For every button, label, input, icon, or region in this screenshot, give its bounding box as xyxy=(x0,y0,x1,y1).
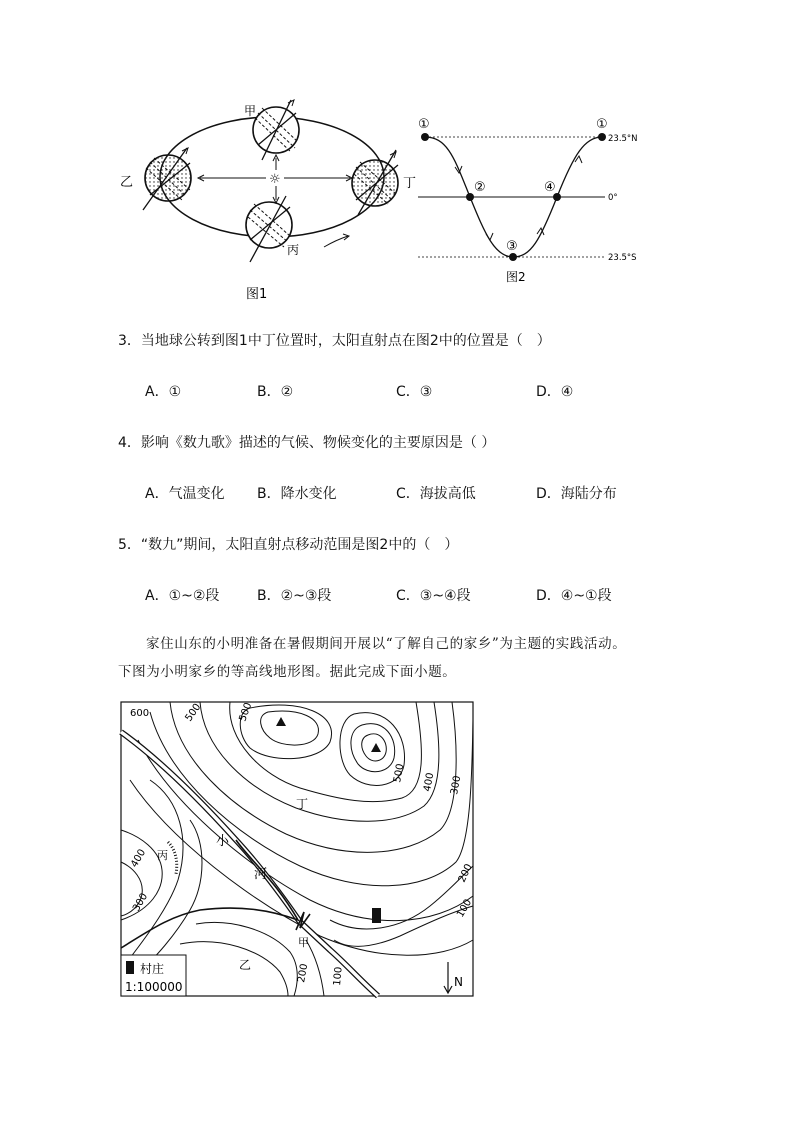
lat-0-label: 0° xyxy=(608,193,618,203)
earth-yi xyxy=(143,148,192,210)
contour-label: 500 xyxy=(237,701,255,724)
contour-label: 400 xyxy=(129,847,149,870)
q4-option-d[interactable]: D．海陆分布 xyxy=(536,486,617,502)
label-jia: 甲 xyxy=(244,104,257,118)
question-5: 5．“数九”期间，太阳直射点移动范围是图2中的（ ） xyxy=(118,537,459,553)
passage-line-1: 家住山东的小明准备在暑假期间开展以“了解自己的家乡”为主题的实践活动。 xyxy=(146,636,627,652)
map-label-yi: 乙 xyxy=(239,958,252,972)
point-1-right xyxy=(598,133,606,141)
figure-2-caption: 图2 xyxy=(506,270,526,284)
contour-label: 100 xyxy=(332,966,345,987)
label-bing: 丙 xyxy=(287,243,300,257)
point-1-left-label: ① xyxy=(418,117,430,132)
point-2 xyxy=(466,193,474,201)
point-2-label: ② xyxy=(474,180,486,195)
passage-line-2: 下图为小明家乡的等高线地形图。据此完成下面小题。 xyxy=(118,664,457,680)
q4-option-c[interactable]: C．海拔高低 xyxy=(396,486,476,502)
legend-village-label: 村庄 xyxy=(140,962,165,976)
point-3-label: ③ xyxy=(506,239,518,254)
figure-1-orbit-diagram xyxy=(110,95,420,310)
point-4-label: ④ xyxy=(544,180,556,195)
contour-label: 300 xyxy=(449,774,464,796)
map-scale: 1:100000 xyxy=(125,980,183,994)
map-label-bing: 丙 xyxy=(157,849,168,862)
contour-label: 500 xyxy=(392,762,407,784)
label-yi: 乙 xyxy=(120,175,134,190)
earth-ding xyxy=(352,150,398,215)
earth-bing xyxy=(246,196,292,262)
contour-label: 500 xyxy=(183,701,204,724)
point-1-left xyxy=(421,133,429,141)
orbit-direction-arrow xyxy=(324,236,348,247)
point-3 xyxy=(509,253,517,261)
q3-option-c[interactable]: C．③ xyxy=(396,384,433,400)
label-ding: 丁 xyxy=(403,176,417,191)
lat-s-label: 23.5°S xyxy=(608,253,637,263)
q5-option-d[interactable]: D．④~①段 xyxy=(536,588,612,604)
earth-jia xyxy=(253,100,299,160)
contour-label: 200 xyxy=(296,962,311,984)
question-4: 4．影响《数九歌》描述的气候、物候变化的主要原因是（ ） xyxy=(118,435,496,451)
figure-2-sun-path xyxy=(410,110,675,285)
figure-1-caption: 图1 xyxy=(246,287,268,302)
q5-option-c[interactable]: C．③~④段 xyxy=(396,588,471,604)
contour-map xyxy=(118,700,476,1000)
contour-label: 100 xyxy=(455,897,475,920)
q3-option-b[interactable]: B．② xyxy=(257,384,294,400)
map-label-ding: 丁 xyxy=(296,797,309,811)
q4-option-a[interactable]: A．气温变化 xyxy=(145,486,225,502)
lat-n-label: 23.5°N xyxy=(608,134,638,144)
north-label: N xyxy=(454,975,463,989)
contour-label: 200 xyxy=(456,862,475,885)
contour-label: 600 xyxy=(130,708,150,719)
q4-option-b[interactable]: B．降水变化 xyxy=(257,486,337,502)
contour-label: 400 xyxy=(422,771,437,793)
map-label-jia: 甲 xyxy=(298,936,309,949)
river-label-he: 河 xyxy=(254,867,268,882)
question-3: 3．当地球公转到图1中丁位置时，太阳直射点在图2中的位置是（ ） xyxy=(118,333,551,349)
contour-label: 300 xyxy=(131,891,151,914)
q3-option-a[interactable]: A．① xyxy=(145,384,182,400)
legend-village-icon xyxy=(126,961,134,974)
q5-option-b[interactable]: B．②~③段 xyxy=(257,588,332,604)
q5-option-a[interactable]: A．①~②段 xyxy=(145,588,220,604)
sun-icon: ☼ xyxy=(269,172,281,187)
river-label-xiao: 小 xyxy=(216,834,230,849)
q3-option-d[interactable]: D．④ xyxy=(536,384,574,400)
point-1-right-label: ① xyxy=(596,117,608,132)
village-icon xyxy=(372,908,381,923)
